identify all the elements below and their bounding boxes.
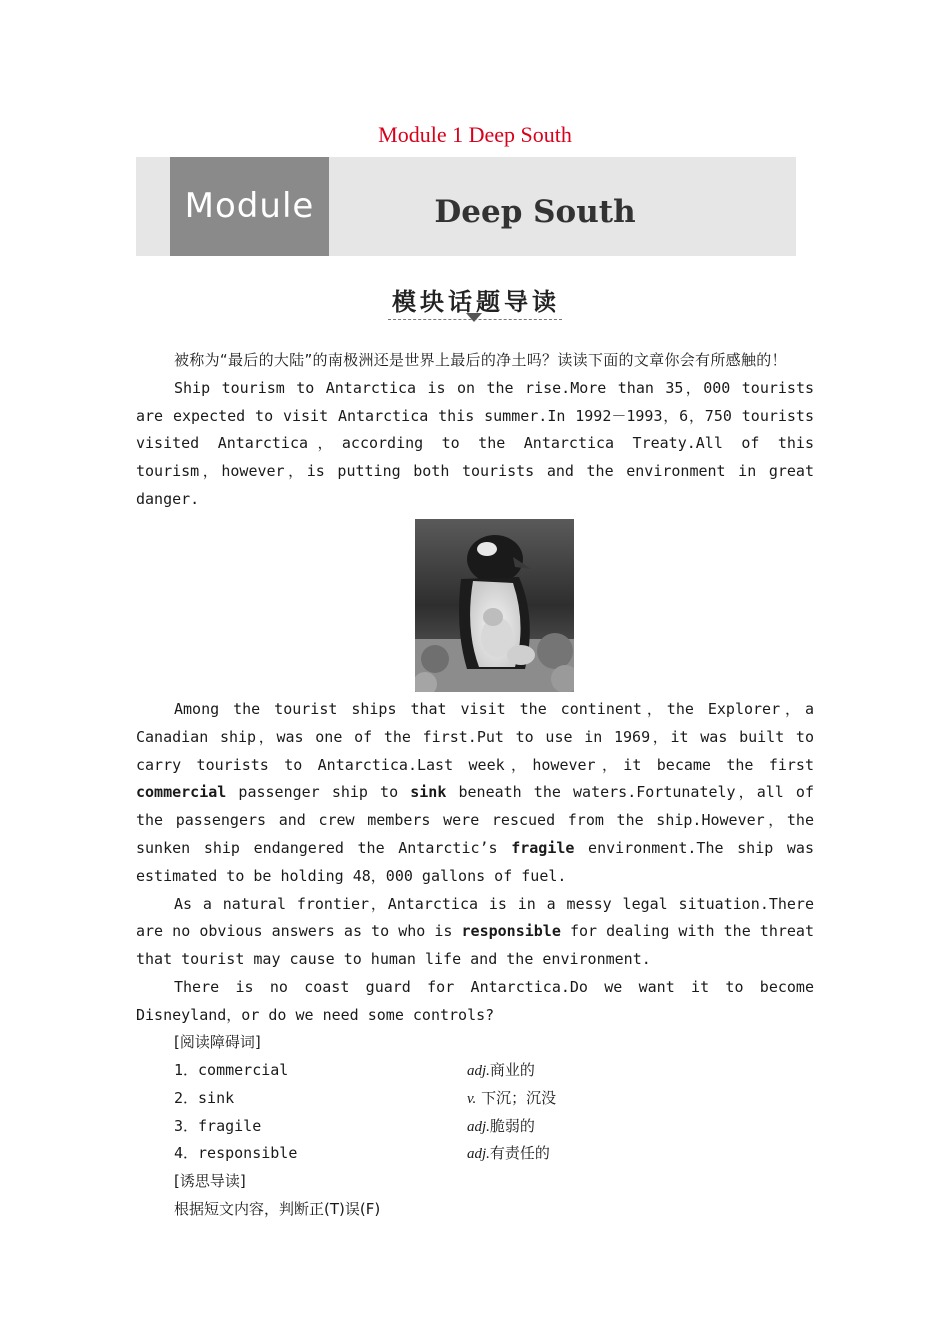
penguin-illustration: [415, 519, 574, 692]
vocab-num: 2．: [174, 1088, 199, 1107]
paragraph-4: There is no coast guard for Antarctica.Do we want it to become Disneyland，or do we need some controls?: [136, 977, 814, 1024]
banner-title: Deep South: [434, 194, 636, 230]
vocab-definition: [467, 1057, 535, 1086]
vocab-meaning: 商业的: [489, 1061, 535, 1079]
vocab-header: [阅读障碍词]: [174, 1033, 261, 1051]
vocab-definition: [467, 1140, 550, 1169]
keyword-commercial: commercial: [136, 783, 227, 802]
page-title: Module 1 Deep South: [378, 122, 572, 147]
vocab-item: [136, 1140, 814, 1168]
vocab-definition: [467, 1085, 556, 1114]
vocab-term: [174, 1085, 234, 1113]
intro-paragraph: 被称为“最后的大陆”的南极洲还是世界上最后的净土吗？读读下面的文章你会有所感触的！: [174, 351, 787, 369]
vocab-term: [174, 1113, 261, 1141]
vocab-pos: adj.: [467, 1146, 490, 1163]
paragraph-3: [136, 891, 814, 974]
vocab-word: commercial: [198, 1061, 289, 1079]
vocab-word: responsible: [198, 1144, 298, 1163]
article-block: [136, 696, 814, 1030]
p3-part-a: As a natural frontier，Antarctica is in a messy legal situation.There are no obvious answers as to who is: [136, 894, 814, 941]
vocab-num: 3．: [174, 1116, 199, 1135]
vocab-pos: v.: [467, 1090, 477, 1107]
heading-marker-icon: [466, 313, 482, 322]
keyword-sink: sink: [410, 783, 447, 802]
vocab-pos: adj.: [467, 1118, 490, 1135]
vocab-item: [136, 1113, 814, 1141]
vocab-term: [174, 1057, 288, 1085]
keyword-responsible: responsible: [461, 922, 561, 941]
p2-part-a: Among the tourist ships that visit the continent，the Explorer，a Canadian ship，was one of the first.Put to use in 1969，it was built to carry tourists to Antarctica.Last week，however，it became the first: [136, 700, 814, 774]
vocab-meaning: 有责任的: [489, 1144, 550, 1163]
vocab-item: [136, 1057, 814, 1085]
section-heading-text: 模块话题导读: [388, 282, 562, 320]
keyword-fragile: fragile: [511, 838, 575, 857]
paragraph-1: Ship tourism to Antarctica is on the rise.More than 35，000 tourists are expected to visit Antarctica this summer.In 1992－1993，6，750 tourists visited Antarctica，according to the Antarctica Treaty.All of this tourism，however，is putting both tourists and the environment in great danger.: [136, 378, 814, 508]
p3-part-b: for dealing with the threat that tourist may cause to human life and the environment.: [136, 922, 814, 969]
vocab-item: [136, 1085, 814, 1113]
vocab-pos: adj.: [467, 1063, 490, 1079]
module-label: Module 1: [170, 157, 329, 256]
vocab-num: 1．: [174, 1061, 199, 1079]
intro-block: [136, 347, 814, 514]
vocab-word: sink: [198, 1088, 235, 1107]
vocab-meaning: 下沉；沉没: [476, 1088, 557, 1107]
vocab-definition: [467, 1113, 535, 1142]
vocab-list: [136, 1057, 814, 1168]
vocab-meaning: 脆弱的: [489, 1116, 535, 1135]
p2-part-c: beneath the waters.Fortunately，all of the passengers and crew members were rescued from the ship.However，the sunken ship endangered the Antarctic’s: [136, 783, 814, 857]
penguin-photo: [415, 519, 574, 692]
guide-header: [诱思导读]: [174, 1172, 246, 1190]
vocab-word: fragile: [198, 1116, 262, 1135]
guide-instruction: 根据短文内容，判断正(T)误(F): [174, 1200, 381, 1218]
vocab-num: 4．: [174, 1144, 199, 1163]
paragraph-2: [136, 696, 814, 891]
p2-part-b: passenger ship to: [226, 783, 411, 802]
vocab-term: [174, 1140, 297, 1168]
p2-part-d: environment.The ship was estimated to be holding 48，000 gallons of fuel.: [136, 838, 814, 885]
